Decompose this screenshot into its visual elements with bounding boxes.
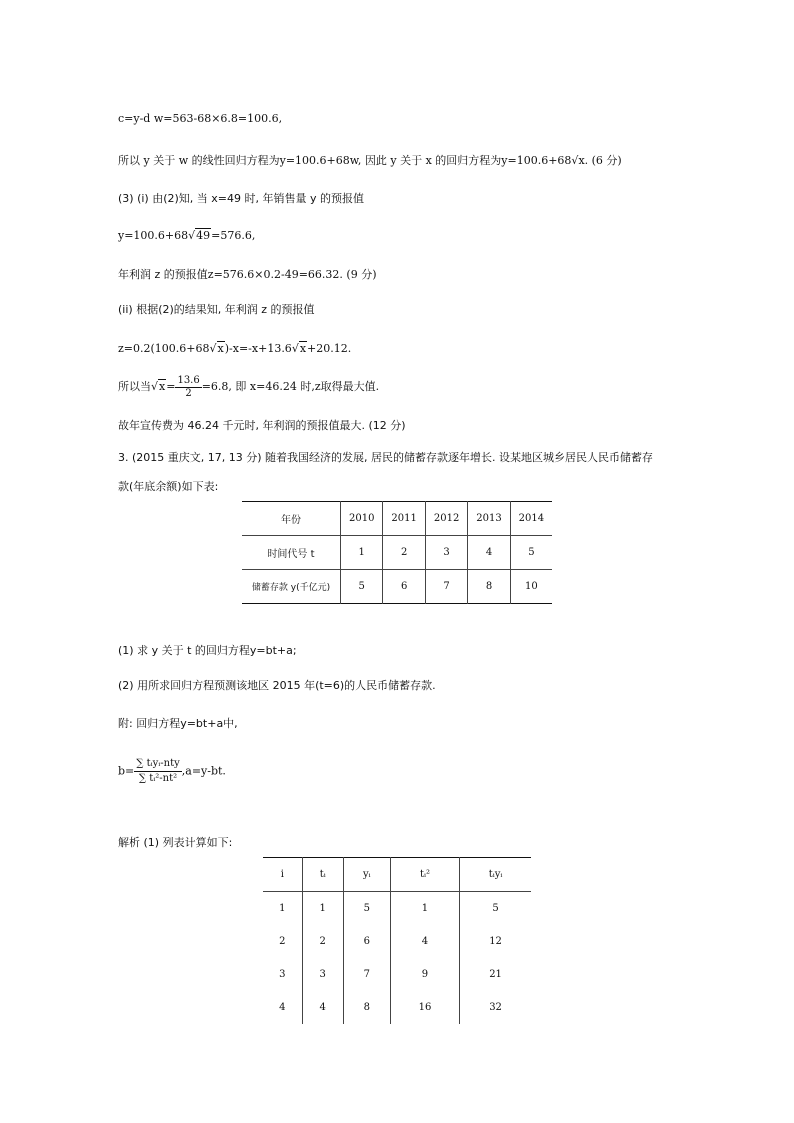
savings-table	[242, 501, 552, 604]
text-span: )-x=-x+13.6	[224, 342, 292, 355]
text-span: =6.8, 即 x=46.24 时,	[201, 380, 315, 393]
radicand: x	[159, 380, 166, 393]
table-row	[242, 536, 552, 570]
table-cell: 3	[302, 958, 343, 991]
table-cell: 7	[425, 570, 467, 604]
sqrt-symbol: √49	[188, 229, 211, 242]
table-cell: 16	[390, 991, 459, 1024]
solution-heading: 解析 (1) 列表计算如下:	[118, 836, 233, 849]
table-row	[242, 502, 552, 536]
table-cell: 2	[279, 936, 286, 947]
table-header-cell: yᵢ	[343, 858, 390, 892]
table-header-cell: tᵢyᵢ	[460, 858, 531, 892]
table-cell: 12	[460, 925, 531, 958]
text-span: y=100.6+68	[501, 154, 572, 167]
table-cell: 7	[343, 958, 390, 991]
text-span: 年利润 z 的预报值	[118, 268, 208, 281]
part3-intro: (3) (i) 由(2)知, 当 x=49 时, 年销售量 y 的预报值	[118, 192, 365, 205]
table-cell: 2012	[425, 502, 467, 536]
text-span: 所以当	[118, 380, 151, 393]
table-cell: 1	[390, 892, 459, 926]
table-cell: 5	[510, 536, 552, 570]
text-span: =576.6,	[211, 229, 256, 242]
table-header-cell: i	[263, 858, 302, 892]
table-cell: 3	[279, 969, 286, 980]
table-cell: 时间代号 t	[242, 536, 341, 570]
sqrt-symbol: √x	[209, 342, 224, 355]
table-cell: 5	[460, 892, 531, 926]
equation-c: c=y-d w=563-68×6.8=100.6,	[118, 112, 283, 125]
radicand: x	[217, 342, 224, 355]
table-cell: 2010	[341, 502, 383, 536]
text-span: z取得最大值.	[314, 380, 380, 393]
problem3-statement-cont: 款(年底余额)如下表:	[118, 480, 219, 493]
appendix-note: 附: 回归方程y=bt+a中,	[118, 717, 238, 730]
table-cell: 2014	[510, 502, 552, 536]
table-row	[263, 892, 531, 926]
sqrt-symbol: √x	[151, 380, 166, 393]
part3-ii-intro: (ii) 根据(2)的结果知, 年利润 z 的预报值	[118, 303, 315, 316]
table-cell: 8	[343, 991, 390, 1024]
fraction-denominator: 2	[185, 387, 192, 399]
table-cell: 6	[383, 570, 425, 604]
table-row	[263, 925, 531, 958]
table-row	[242, 570, 552, 604]
radicand: 49	[196, 229, 211, 242]
text-span: y=100.6+68	[118, 229, 189, 242]
text-span: 所以 y 关于 w 的线性回归方程为	[118, 154, 280, 167]
table-cell: 10	[510, 570, 552, 604]
fraction	[134, 757, 182, 786]
text-span: =	[166, 380, 176, 393]
table-header-cell: tᵢ	[302, 858, 343, 892]
fraction	[175, 375, 201, 400]
table-cell: 5	[343, 892, 390, 926]
text-span: +20.12.	[307, 342, 352, 355]
table-cell: 3	[425, 536, 467, 570]
table-cell: 21	[460, 958, 531, 991]
y-prediction	[118, 229, 255, 243]
text-span: y=100.6+68w, 因此 y 关于 x 的回归方程为	[279, 154, 502, 167]
table-cell: 9	[390, 958, 459, 991]
table-cell: 4	[468, 536, 510, 570]
table-cell: 4	[390, 925, 459, 958]
table-cell: 2	[383, 536, 425, 570]
table-header-cell: tᵢ²	[390, 858, 459, 892]
table-row	[263, 958, 531, 991]
table-header-row	[263, 858, 531, 892]
table-cell: 4	[279, 1002, 286, 1013]
text-span: ,a=y-bt.	[181, 764, 226, 778]
table-cell: 1	[341, 536, 383, 570]
text-span: b=	[118, 764, 135, 778]
regression-w-line	[118, 154, 622, 168]
z-expression	[118, 342, 351, 356]
sqrt-symbol: √x	[291, 342, 307, 355]
maximum-condition	[118, 373, 379, 401]
table-cell: 1	[302, 892, 343, 926]
table-cell: 32	[460, 991, 531, 1024]
table-cell: 储蓄存款 y(千亿元)	[251, 583, 331, 593]
table-row	[263, 991, 531, 1024]
sqrt-symbol: √	[571, 154, 579, 167]
profit-prediction	[118, 268, 377, 282]
b-formula	[118, 757, 226, 786]
text-span: z=0.2(100.6+68	[118, 342, 210, 355]
table-cell: 2011	[383, 502, 425, 536]
radicand: x	[299, 342, 307, 355]
text-span: x. (6 分)	[578, 154, 622, 167]
conclusion: 故年宣传费为 46.24 千元时, 年利润的预报值最大. (12 分)	[118, 419, 406, 432]
problem3-statement: 3. (2015 重庆文, 17, 13 分) 随着我国经济的发展, 居民的储蓄存款逐年增长. 设某地区城乡居民人民币储蓄存	[118, 451, 654, 464]
table-cell: 4	[302, 991, 343, 1024]
table-cell: 1	[279, 903, 286, 914]
table-cell: 8	[468, 570, 510, 604]
table-cell: 2013	[468, 502, 510, 536]
question-1: (1) 求 y 关于 t 的回归方程y=bt+a;	[118, 644, 297, 657]
table-cell: 年份	[242, 502, 341, 536]
table-cell: 2	[302, 925, 343, 958]
table-cell: 6	[343, 925, 390, 958]
fraction-numerator: ∑ tᵢyᵢ-nty	[134, 757, 182, 772]
fraction-numerator: 13.6	[177, 374, 200, 386]
calculation-table	[263, 857, 531, 1024]
text-span: z=576.6×0.2-49=66.32. (9 分)	[207, 268, 377, 281]
question-2: (2) 用所求回归方程预测该地区 2015 年(t=6)的人民币储蓄存款.	[118, 679, 436, 692]
table-cell: 5	[341, 570, 383, 604]
fraction-denominator: ∑ tᵢ²-nt²	[138, 773, 178, 784]
